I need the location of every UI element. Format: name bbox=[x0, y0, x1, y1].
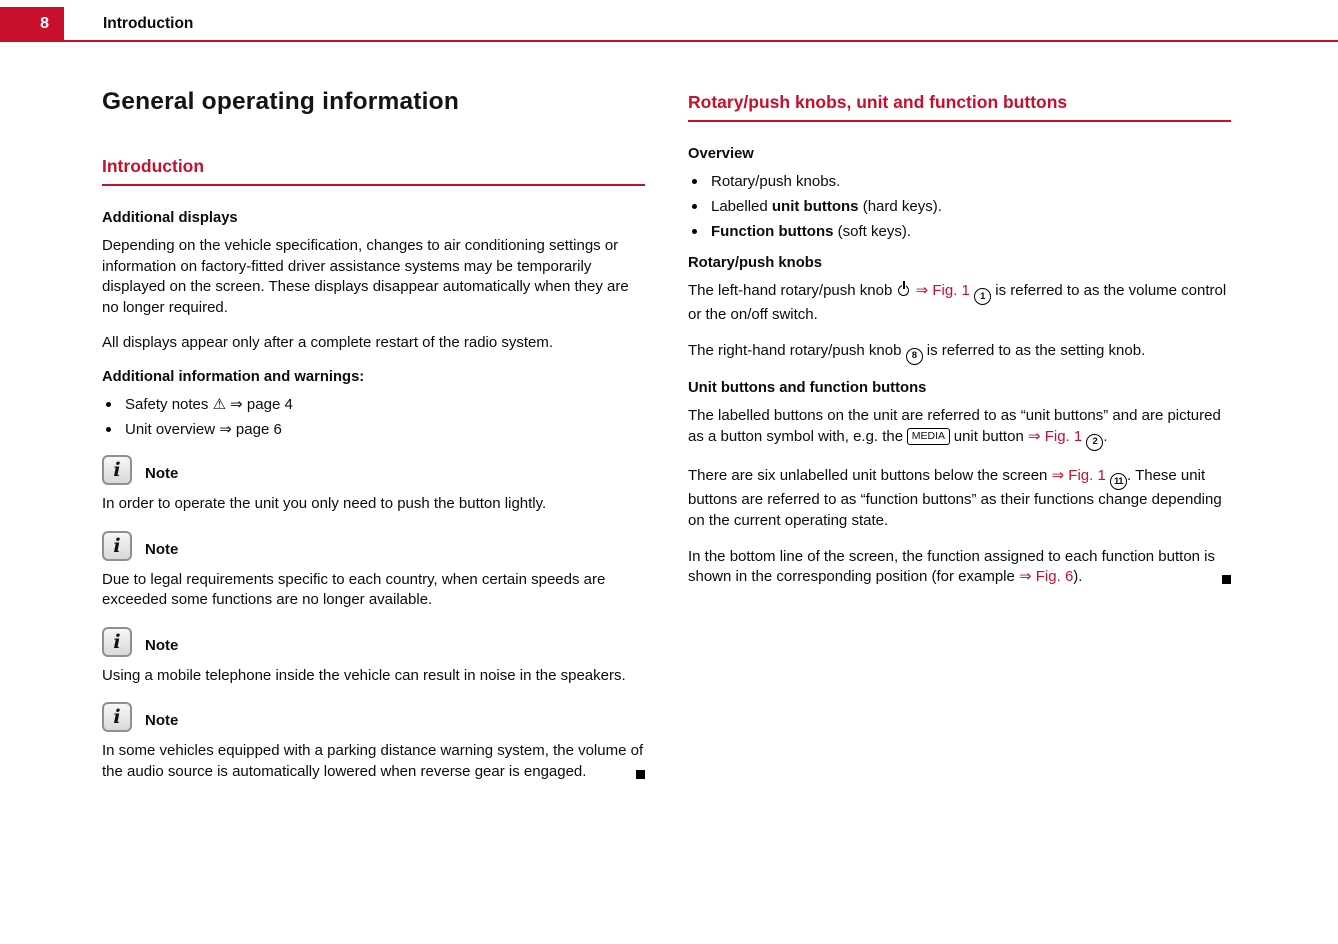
info-icon: i bbox=[102, 627, 132, 657]
section-end-marker bbox=[636, 770, 645, 779]
paragraph: The right-hand rotary/push knob 8 is referred to as the setting knob. bbox=[688, 341, 1231, 365]
header-title: Introduction bbox=[103, 15, 194, 32]
note-title: Note bbox=[145, 540, 179, 558]
list-item bbox=[692, 172, 1231, 191]
paragraph: The left-hand rotary/push knob ⇒ Fig. 1 1 is referred to as the volume control or the on/off switch. bbox=[688, 282, 1227, 324]
note-header bbox=[102, 455, 645, 485]
paragraph: All displays appear only after a complete restart of the radio system. bbox=[102, 334, 554, 352]
list-item-text: Unit overview ⇒ page 6 bbox=[125, 420, 282, 438]
fig-1-reference: ⇒ Fig. 1 bbox=[1051, 467, 1106, 485]
note-header bbox=[102, 531, 645, 561]
note-title: Note bbox=[145, 712, 179, 730]
fig-6-reference: ⇒ Fig. 6 bbox=[1019, 568, 1074, 586]
list-item bbox=[692, 222, 1231, 241]
subheading-unit-function-buttons: Unit buttons and function buttons bbox=[688, 380, 927, 397]
subheading-additional-displays: Additional displays bbox=[102, 210, 238, 226]
list-item-text: Labelled unit buttons (hard keys). bbox=[711, 198, 942, 215]
note-title: Note bbox=[145, 464, 179, 482]
paragraph: The labelled buttons on the unit are referred to as “unit buttons” and are pictured as a button symbol with, e.g. the MEDIA unit button ⇒ Fig. 1 2 . bbox=[688, 406, 1231, 451]
fig-1-reference: ⇒ Fig. 1 bbox=[915, 282, 970, 299]
ref-circle-11: 11 bbox=[1110, 473, 1127, 490]
paragraph: There are six unlabelled unit buttons below the screen ⇒ Fig. 1 11 . These unit buttons are referred to as “function buttons” as their functions change depending on the current operating state. bbox=[688, 467, 1222, 529]
ref-circle-8: 8 bbox=[906, 348, 923, 365]
note-block bbox=[102, 455, 645, 515]
list-item bbox=[106, 420, 645, 439]
bullet-icon bbox=[106, 402, 111, 407]
bullet-icon bbox=[106, 427, 111, 432]
power-icon bbox=[898, 285, 909, 296]
header-rule bbox=[0, 40, 1338, 42]
list-item-text: Safety notes ⚠ ⇒ page 4 bbox=[125, 395, 293, 413]
warnings-list bbox=[106, 395, 645, 439]
subheading-warnings: Additional information and warnings: bbox=[102, 368, 365, 385]
note-title: Note bbox=[145, 636, 179, 654]
note-block bbox=[102, 702, 645, 782]
paragraph: In the bottom line of the screen, the function assigned to each function button is shown in the corresponding position (for example ⇒ Fig. 6). bbox=[688, 547, 1216, 586]
subheading-overview: Overview bbox=[688, 146, 754, 162]
info-icon: i bbox=[102, 455, 132, 485]
section-end-marker bbox=[1222, 575, 1231, 584]
note-text: Using a mobile telephone inside the vehicle can result in noise in the speakers. bbox=[102, 666, 626, 684]
list-item-text: Rotary/push knobs. bbox=[711, 173, 841, 190]
info-icon: i bbox=[102, 702, 132, 732]
overview-list bbox=[692, 172, 1231, 241]
bullet-icon bbox=[692, 204, 697, 209]
page-number: 8 bbox=[40, 15, 49, 32]
main-heading: General operating information bbox=[102, 88, 460, 115]
note-block bbox=[102, 627, 645, 687]
note-header bbox=[102, 702, 645, 732]
left-column bbox=[102, 84, 645, 783]
ref-circle-1: 1 bbox=[974, 288, 991, 305]
subheading-rotary-push-knobs: Rotary/push knobs bbox=[688, 255, 823, 271]
list-item bbox=[106, 395, 645, 414]
bullet-icon bbox=[692, 179, 697, 184]
paragraph: Depending on the vehicle specification, changes to air conditioning settings or information on factory-fitted driver assistance systems may be temporarily displayed on the screen. These displays disappear automatically when they are no longer required. bbox=[102, 237, 629, 316]
note-text: In some vehicles equipped with a parking distance warning system, the volume of the audio source is automatically lowered when reverse gear is engaged. bbox=[102, 742, 644, 780]
info-icon: i bbox=[102, 531, 132, 561]
section-heading-introduction: Introduction bbox=[102, 156, 645, 186]
media-key-icon: MEDIA bbox=[907, 428, 949, 445]
warning-icon: ⚠ bbox=[212, 395, 227, 413]
page-number-box bbox=[0, 7, 64, 41]
section-heading-rotary-push-knobs: Rotary/push knobs, unit and function buttons bbox=[688, 92, 1231, 122]
ref-circle-2: 2 bbox=[1086, 434, 1103, 451]
note-text: Due to legal requirements specific to each country, when certain speeds are exceeded some functions are no longer available. bbox=[102, 570, 606, 609]
bullet-icon bbox=[692, 229, 697, 234]
note-text: In order to operate the unit you only need to push the button lightly. bbox=[102, 494, 547, 512]
note-block bbox=[102, 531, 645, 611]
right-column bbox=[688, 84, 1231, 603]
fig-1-reference: ⇒ Fig. 1 bbox=[1027, 427, 1083, 445]
list-item-text: Function buttons (soft keys). bbox=[711, 223, 911, 240]
note-header bbox=[102, 627, 645, 657]
list-item bbox=[692, 197, 1231, 216]
